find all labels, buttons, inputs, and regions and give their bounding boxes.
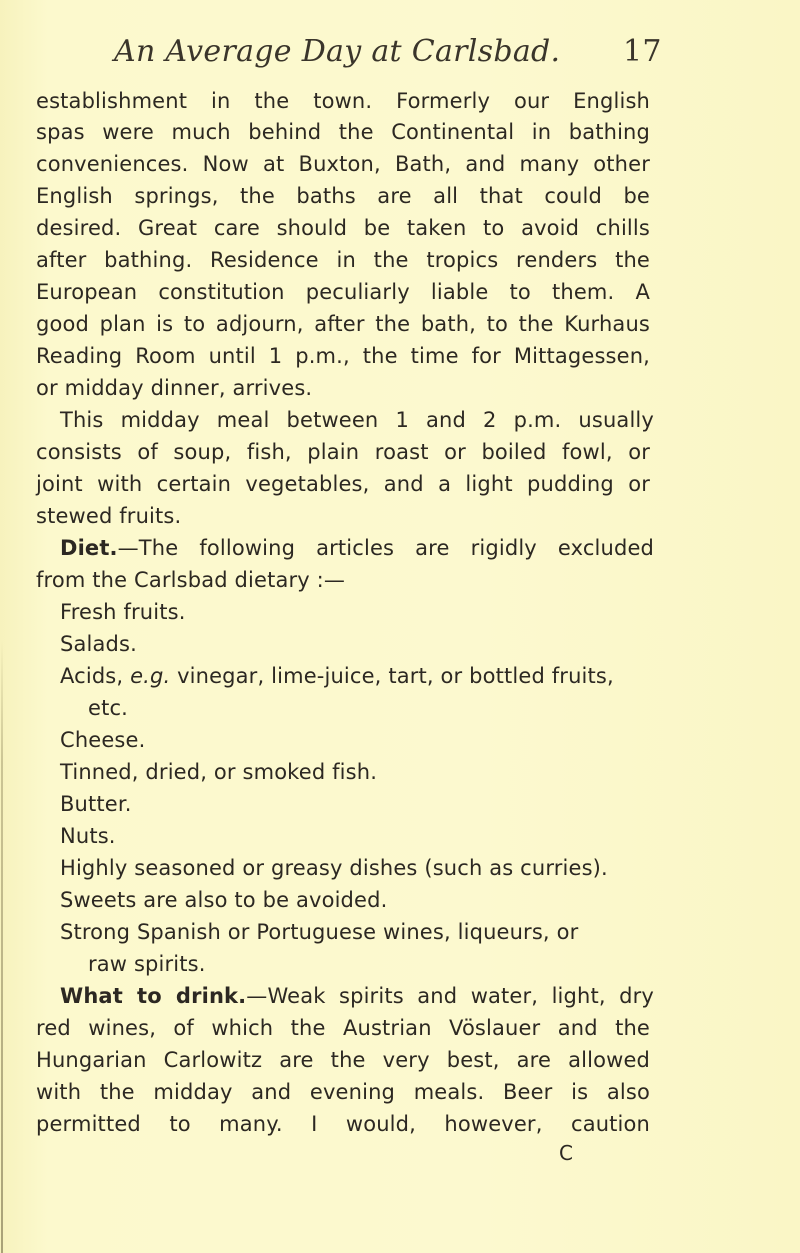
text-line: joint with certain vegetables, and a light pudding or (36, 472, 650, 496)
diet-lead: Diet. (60, 536, 118, 560)
text-line: permitted to many. I would, however, caution (36, 1112, 650, 1136)
text-line: spas were much behind the Continental in bathing (36, 120, 650, 144)
signature-mark: C (559, 1141, 573, 1165)
diet-heading-line (60, 533, 654, 563)
text-line: English springs, the baths are all that could be (36, 184, 650, 208)
list-item: Butter. (60, 792, 132, 816)
text-line: stewed fruits. (36, 504, 182, 528)
list-item-text: vinegar, lime-juice, tart, or bottled fruits, (170, 664, 614, 688)
text-line: good plan is to adjourn, after the bath, to the Kurhaus (36, 312, 650, 336)
list-item: Fresh fruits. (60, 600, 186, 624)
text-line: establishment in the town. Formerly our English (36, 89, 650, 113)
running-header (114, 30, 674, 74)
text-line: desired. Great care should be taken to avoid chills (36, 216, 650, 240)
list-item-continuation: etc. (88, 696, 128, 720)
text-line: red wines, of which the Austrian Vöslauer and the (36, 1016, 650, 1040)
list-item: Highly seasoned or greasy dishes (such as curries). (60, 856, 608, 880)
text-line: after bathing. Residence in the tropics renders the (36, 248, 650, 272)
page-gutter-edge (1, 640, 3, 1253)
list-item: Nuts. (60, 824, 116, 848)
drink-lead-rest: —Weak spirits and water, light, dry (246, 984, 655, 1008)
list-item-text: Acids, (60, 664, 131, 688)
drink-heading-line (60, 981, 654, 1011)
list-item: Strong Spanish or Portuguese wines, liqueurs, or (60, 920, 579, 944)
list-item: Cheese. (60, 728, 146, 752)
drink-lead: What to drink. (60, 984, 247, 1008)
running-title: An Average Day at Carlsbad. (114, 34, 561, 69)
diet-lead-rest: —The following articles are rigidly excluded (117, 536, 654, 560)
eg-abbreviation: e.g. (130, 664, 171, 688)
page-number: 17 (623, 34, 662, 69)
text-line: conveniences. Now at Buxton, Bath, and many other (36, 152, 650, 176)
text-line: with the midday and evening meals. Beer is also (36, 1080, 650, 1104)
text-line: Hungarian Carlowitz are the very best, are allowed (36, 1048, 650, 1072)
list-item: Tinned, dried, or smoked fish. (60, 760, 378, 784)
list-item: Sweets are also to be avoided. (60, 888, 388, 912)
text-line: This midday meal between 1 and 2 p.m. usually (60, 408, 654, 432)
list-item: Salads. (60, 632, 137, 656)
text-line: Reading Room until 1 p.m., the time for Mittagessen, (36, 344, 650, 368)
text-line: or midday dinner, arrives. (36, 376, 313, 400)
text-line: European constitution peculiarly liable to them. A (36, 280, 650, 304)
text-line: consists of soup, fish, plain roast or boiled fowl, or (36, 440, 650, 464)
text-line: from the Carlsbad dietary :— (36, 568, 346, 592)
list-item (60, 661, 614, 691)
list-item-continuation: raw spirits. (88, 952, 206, 976)
